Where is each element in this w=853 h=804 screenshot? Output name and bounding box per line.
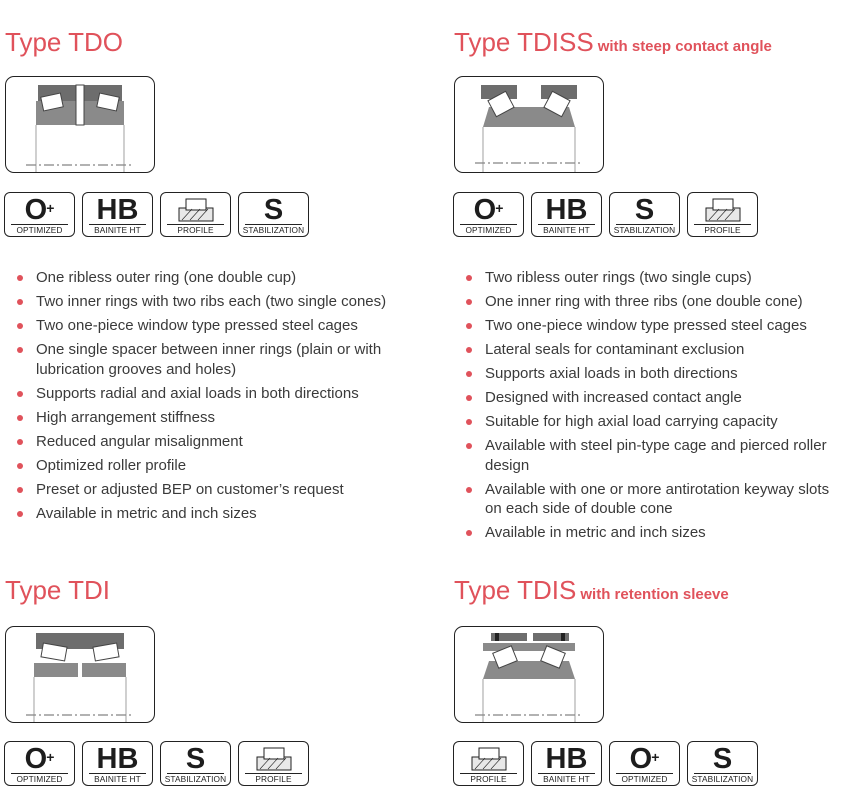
list-item: One inner ring with three ribs (one double cone) <box>463 292 848 312</box>
badge-row-tdis <box>453 741 758 786</box>
section-tdiss <box>454 27 853 62</box>
list-item: Available with steel pin-type cage and pierced roller design <box>463 436 848 475</box>
profile-icon <box>705 198 741 222</box>
badge-caption: PROFILE <box>704 225 741 235</box>
section-subtitle: with retention sleeve <box>580 586 729 603</box>
badge-caption: OPTIMIZED <box>621 774 668 784</box>
badge-stabilization: S STABILIZATION <box>687 741 758 786</box>
list-item: Supports radial and axial loads in both directions <box>14 384 414 404</box>
section-title: Type TDISS with steep contact angle <box>454 27 772 57</box>
badge-caption: STABILIZATION <box>613 225 676 235</box>
list-item: Two inner rings with two ribs each (two single cones) <box>14 292 414 312</box>
list-item: Two one-piece window type pressed steel cages <box>463 316 848 336</box>
badge-bainite: HB BAINITE HT <box>82 192 153 237</box>
badge-optimized: O+ OPTIMIZED <box>4 741 75 786</box>
badge-row-tdi <box>4 741 309 786</box>
badge-row-tdo <box>4 192 309 237</box>
badge-stabilization: S STABILIZATION <box>609 192 680 237</box>
badge-profile <box>453 741 524 786</box>
badge-caption: BAINITE HT <box>543 225 590 235</box>
section-title: Type TDI <box>5 575 111 605</box>
section-tdis <box>454 575 853 610</box>
profile-icon <box>256 747 292 771</box>
feature-list-tdo <box>14 268 414 528</box>
badge-caption: BAINITE HT <box>543 774 590 784</box>
section-title: Type TDO <box>5 27 124 57</box>
section-title: Type TDIS with retention sleeve <box>454 575 729 605</box>
badge-optimized: O+ OPTIMIZED <box>4 192 75 237</box>
badge-optimized: O+ OPTIMIZED <box>453 192 524 237</box>
badge-profile <box>687 192 758 237</box>
badge-caption: STABILIZATION <box>242 225 305 235</box>
section-tdo <box>5 27 425 57</box>
badge-caption: BAINITE HT <box>94 774 141 784</box>
bearing-diagram-tdo <box>5 76 155 173</box>
list-item: One ribless outer ring (one double cup) <box>14 268 414 288</box>
bearing-diagram-tdiss <box>454 76 604 173</box>
feature-list-tdiss <box>463 268 848 547</box>
list-item: Two one-piece window type pressed steel cages <box>14 316 414 336</box>
badge-stabilization: S STABILIZATION <box>238 192 309 237</box>
badge-bainite: HB BAINITE HT <box>531 741 602 786</box>
badge-caption: OPTIMIZED <box>16 225 63 235</box>
badge-caption: STABILIZATION <box>691 774 754 784</box>
list-item: Suitable for high axial load carrying capacity <box>463 412 848 432</box>
badge-profile <box>160 192 231 237</box>
list-item: One single spacer between inner rings (plain or with lubrication grooves and holes) <box>14 340 414 379</box>
profile-icon <box>471 747 507 771</box>
list-item: Reduced angular misalignment <box>14 432 414 452</box>
badge-row-tdiss <box>453 192 758 237</box>
list-item: Two ribless outer rings (two single cups) <box>463 268 848 288</box>
badge-caption: PROFILE <box>255 774 292 784</box>
list-item: Available in metric and inch sizes <box>14 504 414 524</box>
list-item: Lateral seals for contaminant exclusion <box>463 340 848 360</box>
list-item: Designed with increased contact angle <box>463 388 848 408</box>
badge-bainite: HB BAINITE HT <box>531 192 602 237</box>
list-item: Available in metric and inch sizes <box>463 523 848 543</box>
badge-optimized: O+ OPTIMIZED <box>609 741 680 786</box>
list-item: Preset or adjusted BEP on customer’s request <box>14 480 414 500</box>
section-subtitle: with steep contact angle <box>597 38 772 55</box>
list-item: Optimized roller profile <box>14 456 414 476</box>
list-item: Available with one or more antirotation keyway slots on each side of double cone <box>463 480 848 519</box>
bearing-diagram-tdi <box>5 626 155 723</box>
badge-caption: OPTIMIZED <box>465 225 512 235</box>
badge-caption: PROFILE <box>177 225 214 235</box>
badge-profile <box>238 741 309 786</box>
badge-caption: STABILIZATION <box>164 774 227 784</box>
profile-icon <box>178 198 214 222</box>
badge-caption: BAINITE HT <box>94 225 141 235</box>
bearing-diagram-tdis <box>454 626 604 723</box>
badge-stabilization: S STABILIZATION <box>160 741 231 786</box>
badge-caption: PROFILE <box>470 774 507 784</box>
section-tdi <box>5 575 425 605</box>
list-item: High arrangement stiffness <box>14 408 414 428</box>
badge-caption: OPTIMIZED <box>16 774 63 784</box>
badge-bainite: HB BAINITE HT <box>82 741 153 786</box>
list-item: Supports axial loads in both directions <box>463 364 848 384</box>
